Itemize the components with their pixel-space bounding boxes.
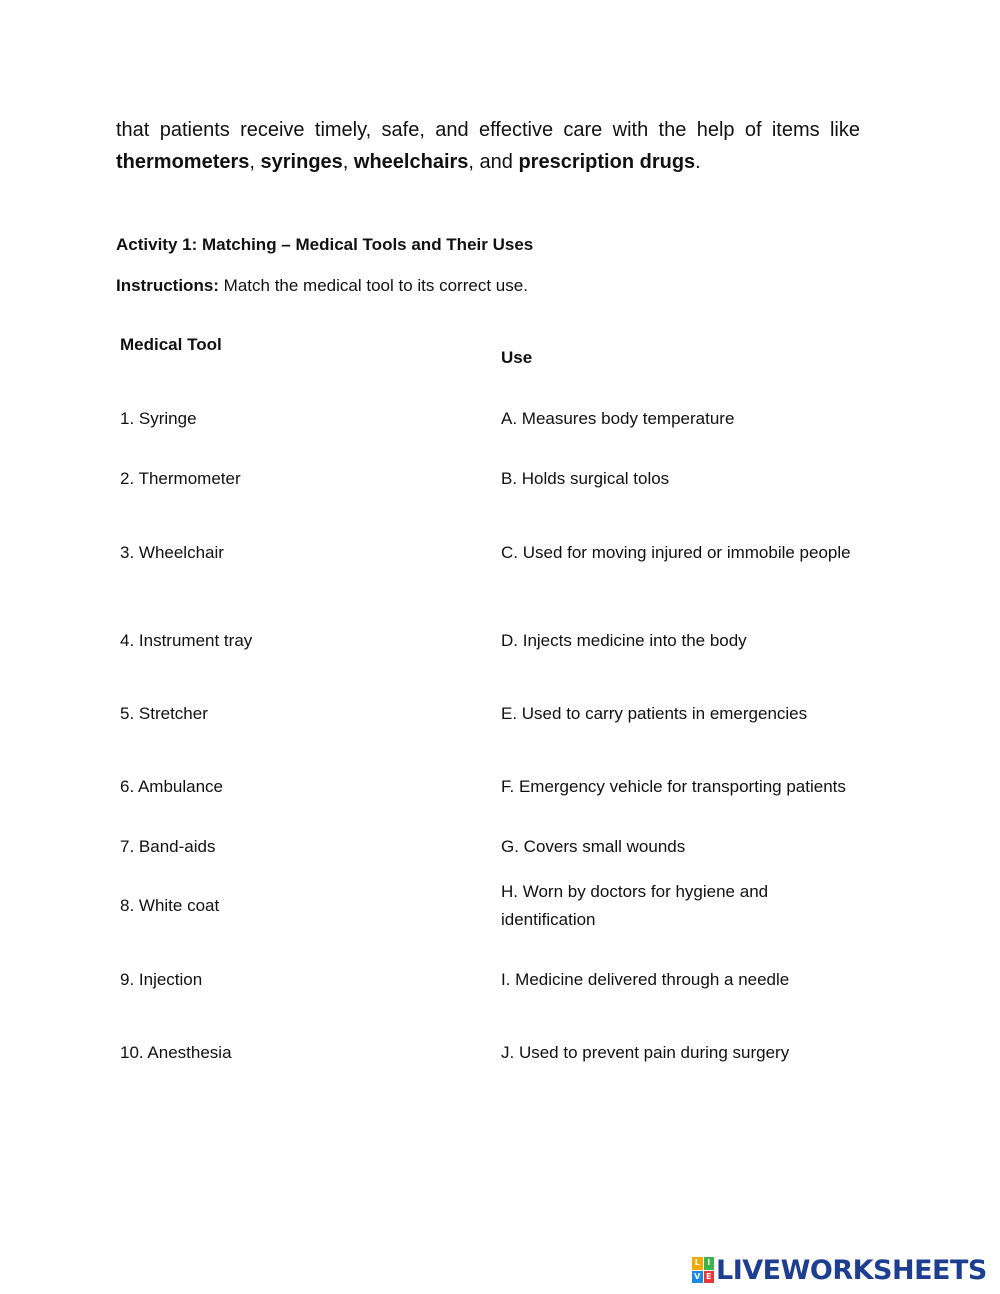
intro-bold-prescription-drugs: prescription drugs [518, 151, 696, 173]
tool-item-3: 3. Wheelchair [120, 543, 224, 562]
logo-mark-i: I [704, 1257, 715, 1270]
intro-text-5: . [695, 151, 701, 173]
tool-item-9: 9. Injection [120, 970, 203, 989]
tool-item-7: 7. Band-aids [120, 837, 216, 856]
use-item-e: E. Used to carry patients in emergencies [501, 704, 808, 723]
activity-title: Activity 1: Matching – Medical Tools and Their Uses [116, 235, 534, 254]
tool-item-5: 5. Stretcher [120, 704, 208, 723]
tool-item-4: 4. Instrument tray [120, 631, 253, 650]
column-header-medical-tool: Medical Tool [120, 335, 222, 354]
tool-item-6: 6. Ambulance [120, 777, 224, 796]
tool-item-2: 2. Thermometer [120, 469, 241, 488]
column-header-use: Use [501, 348, 533, 367]
use-item-b: B. Holds surgical tolos [501, 469, 670, 488]
logo-mark-l: L [692, 1257, 703, 1270]
intro-text-2: , [249, 151, 261, 173]
use-item-d: D. Injects medicine into the body [501, 631, 747, 650]
use-item-c: C. Used for moving injured or immobile people [501, 543, 851, 562]
tool-item-1: 1. Syringe [120, 409, 197, 428]
use-item-f: F. Emergency vehicle for transporting patients [501, 777, 846, 796]
instructions-label: Instructions: [116, 276, 219, 295]
instructions-text: Match the medical tool to its correct use. [218, 276, 528, 295]
instructions [116, 276, 528, 296]
liveworksheets-logo [692, 1252, 987, 1288]
logo-text: LIVEWORKSHEETS [716, 1254, 987, 1286]
use-item-i: I. Medicine delivered through a needle [501, 970, 790, 989]
intro-bold-wheelchairs: wheelchairs [353, 151, 469, 173]
use-item-j: J. Used to prevent pain during surgery [501, 1043, 790, 1062]
use-item-g: G. Covers small wounds [501, 837, 686, 856]
intro-paragraph [116, 114, 860, 178]
intro-text-3: , [342, 151, 354, 173]
tool-item-8: 8. White coat [120, 896, 220, 915]
use-item-a: A. Measures body temperature [501, 409, 735, 428]
intro-bold-syringes: syringes [260, 151, 343, 173]
logo-mark-v: V [692, 1271, 703, 1284]
intro-bold-thermometers: thermometers [116, 151, 250, 173]
logo-mark-e: E [704, 1271, 715, 1284]
intro-text-1: that patients receive timely, safe, and effective care with the help of items like [116, 119, 860, 141]
logo-mark-icon [692, 1257, 714, 1283]
intro-text-4: , and [468, 151, 519, 173]
tool-item-10: 10. Anesthesia [120, 1043, 232, 1062]
use-item-h: H. Worn by doctors for hygiene and identification [501, 882, 769, 929]
